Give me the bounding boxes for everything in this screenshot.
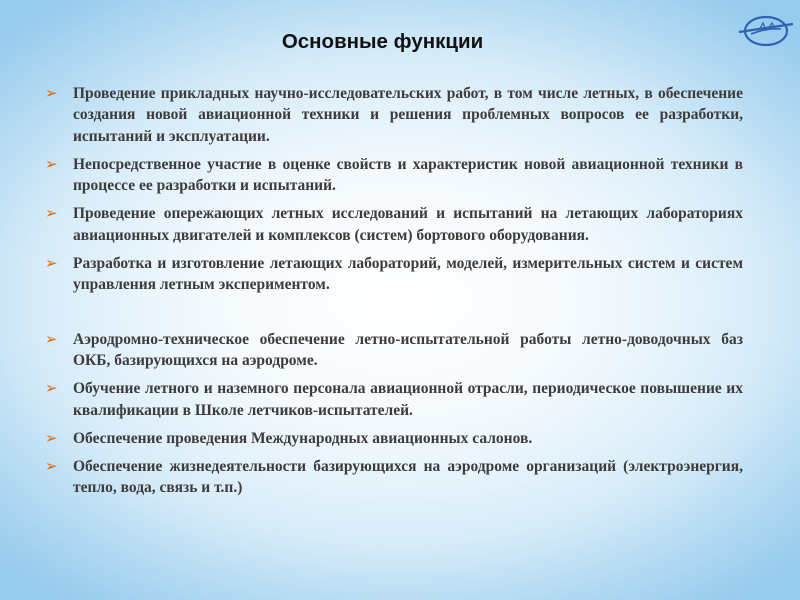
list-item [45,83,743,147]
list-item [45,154,743,197]
list-item [45,378,743,421]
list-item [45,428,743,449]
arrow-bullet-icon: ➢ [45,254,58,273]
list-item [45,253,743,296]
list-item-text: Аэродромно-техническое обеспечение летно-испытательной работы летно-доводочных баз ОКБ, базирующихся на аэродроме. [73,330,743,369]
list-item-text: Обеспечение жизнедеятельности базирующихся на аэродроме организаций (электроэнергия, тепло, вода, связь и т.п.) [73,458,743,497]
arrow-bullet-icon: ➢ [45,379,58,398]
list-item-text: Разработка и изготовление летающих лабораторий, моделей, измерительных систем и систем управления летным экспериментом. [73,255,743,294]
arrow-bullet-icon: ➢ [45,428,58,447]
list-item [45,329,743,372]
arrow-bullet-icon: ➢ [45,154,58,173]
slide-title: Основные функции [281,30,484,53]
arrow-bullet-icon: ➢ [45,204,58,223]
list-item-text: Непосредственное участие в оценке свойств и характеристик новой авиационной техники в процессе ее разработки и испытаний. [73,155,743,195]
list-item-text: Обучение летного и наземного персонала авиационной отрасли, периодическое повышение их квалификации в Школе летчиков-испытателей. [73,380,743,419]
list-item [45,203,743,246]
list-item [45,456,743,499]
arrow-bullet-icon: ➢ [45,457,58,476]
list-item-text: Проведение опережающих летных исследований и испытаний на летающих лабораториях авиационных двигателей и комплексов (систем) бортового оборудования. [73,205,743,244]
functions-list [45,83,743,499]
arrow-bullet-icon: ➢ [45,329,58,348]
list-item-text: Обеспечение проведения Международных авиационных салонов. [73,429,533,447]
arrow-bullet-icon: ➢ [45,84,58,102]
list-item-text: Проведение прикладных научно-исследовательских работ, в том числе летных, в обеспечение создания новой авиационной техники и решения проблемных вопросов ее разработки, испытаний и эксплуатации. [73,85,743,145]
